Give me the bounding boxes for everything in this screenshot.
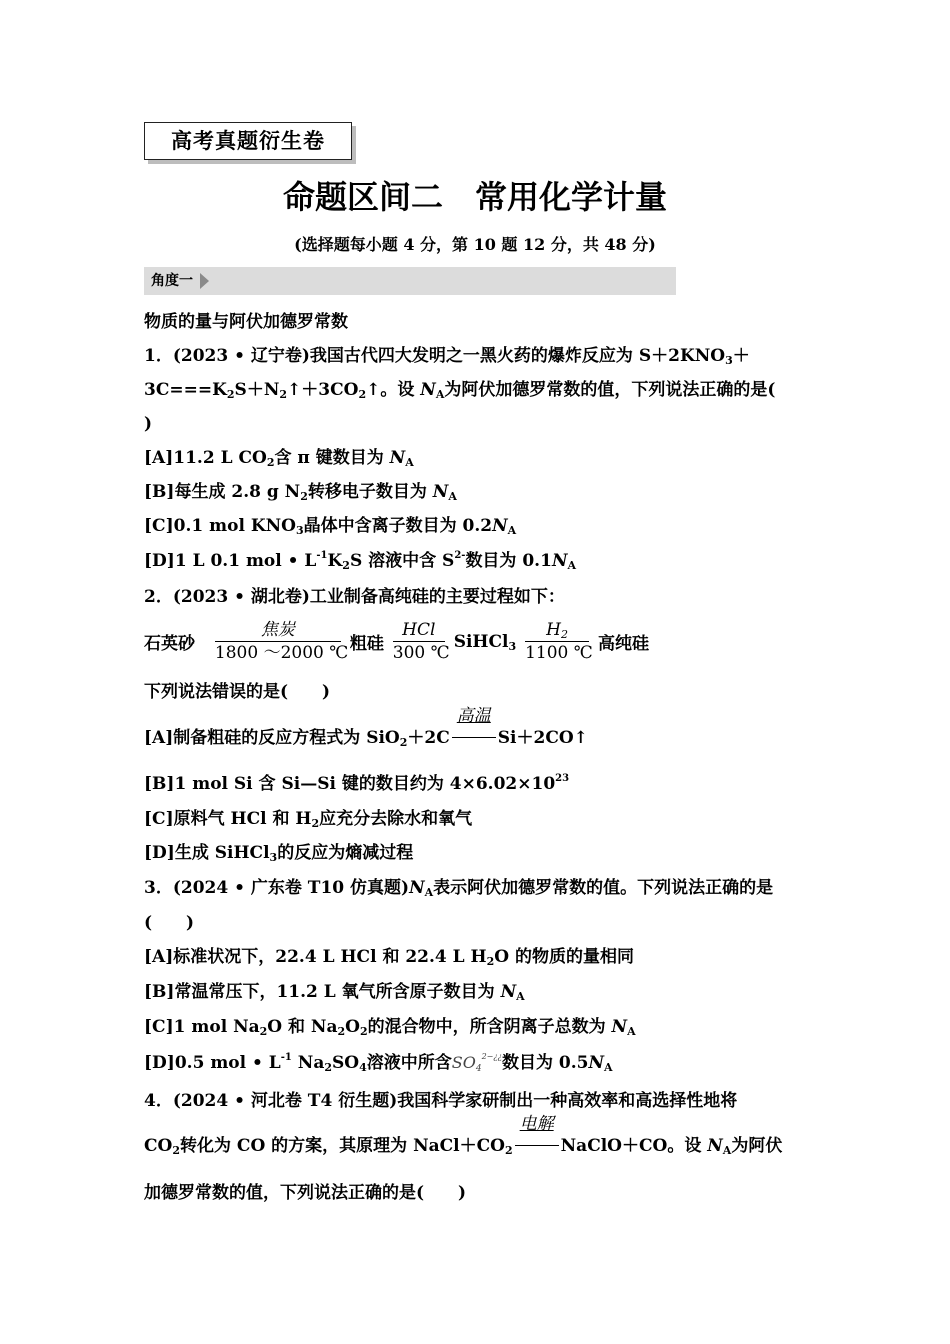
q1-stem-line1: 1．(2023 • 辽宁卷)我国古代四大发明之一黑火药的爆炸反应为 $S+2KNO_3+$ <box>144 346 750 367</box>
q2-option-a[interactable]: [A]制备粗硅的反应方程式为 SiO$_2$＋2C 高温 Si＋2CO↑ <box>144 706 588 749</box>
q4-stem-line2: $CO_2$转化为 CO 的方案，其原理为 $NaCl+CO_2$ 电解 NaClO＋CO。设 $N_A$为阿伏 <box>144 1114 783 1157</box>
q3-option-c[interactable]: [C]1 mol $Na_2O$ 和 $Na_2O_2$的混合物中，所含阴离子总数为 $N_A$ <box>144 1017 636 1038</box>
q1-option-d[interactable]: [D]1 L 0.1 mol • $L^{-1}K_2S$ 溶液中含 $S^{2-}$数目为 $0.1N_A$ <box>144 550 577 572</box>
flow-start: 石英砂 <box>144 634 195 654</box>
q3-option-d[interactable]: [D]0.5 mol • $L^{-1}$ $Na_2SO_4$溶液中所含$SO_4^{2-¿¿}$数目为 $0.5N_A$ <box>144 1052 613 1074</box>
q2-option-c[interactable]: [C]原料气 HCl 和 $H_2$应充分去除水和氧气 <box>144 809 473 830</box>
q2-ask: 下列说法错误的是( ) <box>144 682 331 702</box>
q4-stem-line3: 加德罗常数的值，下列说法正确的是( ) <box>144 1183 467 1203</box>
exam-banner: 高考真题衍生卷 <box>144 122 352 160</box>
angle-tag: 角度一 <box>151 273 193 289</box>
triangle-arrow-icon <box>200 273 209 289</box>
flow-end: 高纯硅 <box>597 634 649 654</box>
score-note: (选择题每小题 4 分，第 10 题 12 分，共 48 分) <box>294 235 656 254</box>
flow-mid2: SiHCl$_3$ <box>453 631 517 653</box>
sulfate-ion: $SO_4^{2-¿¿}$ <box>451 1052 502 1074</box>
q3-option-b[interactable]: [B]常温常压下，11.2 L 氧气所含原子数目为 $N_A$ <box>144 982 525 1003</box>
q4-stem-line1: 4．(2024 • 河北卷 T4 衍生题)我国科学家研制出一种高效率和高选择性地将 <box>144 1091 738 1111</box>
q2-option-d[interactable]: [D]生成 SiHCl$_3$的反应为熵减过程 <box>144 843 414 864</box>
flow-arrow-2: HCl 300 ℃ <box>392 620 450 663</box>
section-heading: 物质的量与阿伏加德罗常数 <box>144 312 348 332</box>
flow-arrow-3: $\frac{H_2}{1100 ℃}$ <box>525 620 593 663</box>
q2-option-b[interactable]: [B]1 mol Si 含 Si—Si 键的数目约为 $4\times 6.02\times 10^{23}$ <box>144 773 570 794</box>
q1-option-a[interactable]: [A]11.2 L $CO_2$含 π 键数目为 $N_A$ <box>144 448 414 469</box>
q1-option-c[interactable]: [C]0.1 mol $KNO_3$晶体中含离子数目为 $0.2N_A$ <box>144 516 517 537</box>
q1-stem-line2: $3C===K_2S+N_2↑+3CO_2↑$。设 $N_A$为阿伏加德罗常数的值，下列说法正确的是( <box>144 380 776 401</box>
q1-stem-line3: ) <box>144 414 153 434</box>
flow-arrow-1: 焦炭 1800 ～2000 ℃ <box>214 620 349 663</box>
angle-bar <box>144 267 676 295</box>
q2-process-flow <box>144 620 649 663</box>
page-title: 命题区间二 常用化学计量 <box>282 178 667 216</box>
q3-option-a[interactable]: [A]标准状况下，22.4 L HCl 和 22.4 L $H_2O$ 的物质的量相同 <box>144 947 635 968</box>
q2-stem: 2．(2023 • 湖北卷)工业制备高纯硅的主要过程如下： <box>144 587 565 607</box>
q3-stem-line1: 3．(2024 • 广东卷 T10 仿真题)$N_A$表示阿伏加德罗常数的值。下列说法正确的是 <box>144 878 774 899</box>
flow-mid1: 粗硅 <box>349 634 384 654</box>
q1-option-b[interactable]: [B]每生成 2.8 g $N_2$转移电子数目为 $N_A$ <box>144 482 457 503</box>
q3-stem-line2: ( ) <box>144 913 195 933</box>
